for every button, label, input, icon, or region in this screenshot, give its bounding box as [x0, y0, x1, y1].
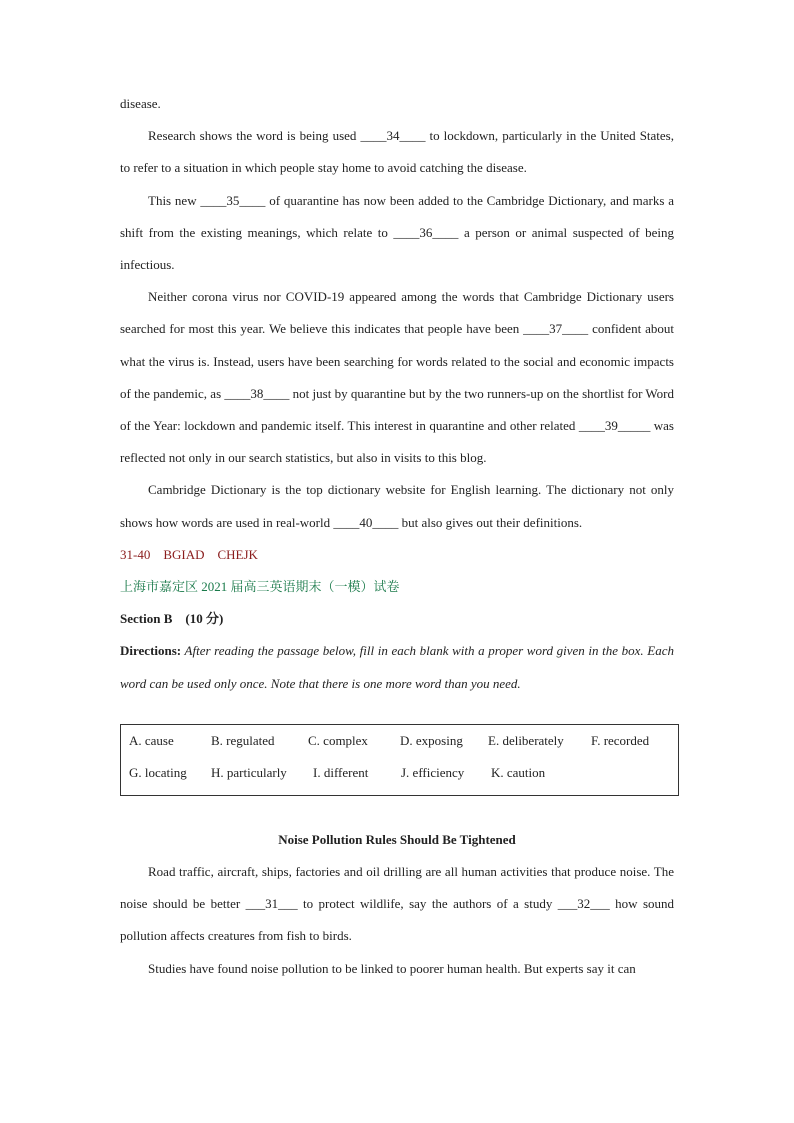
document-page [120, 88, 674, 985]
paragraph-noise-health: Studies have found noise pollution to be linked to poorer human health. But experts say it can [148, 960, 636, 976]
paragraph-cambridge-dictionary: Cambridge Dictionary is the top dictionary website for English learning. The dictionary not only shows how words are used in real-world ____40____ but also gives out their definitions. [120, 482, 674, 530]
word-option-d: D. exposing [400, 732, 463, 748]
word-option-c: C. complex [308, 732, 368, 748]
paragraph-new-meaning: This new ____35____ of quarantine has now been added to the Cambridge Dictionary, and marks a shift from the existing meanings, which relate to ____36____ a person or animal suspected of being infectious. [120, 192, 674, 273]
word-box-row-2 [129, 757, 678, 789]
word-box-row-1 [129, 725, 678, 757]
word-option-h: H. particularly [211, 764, 287, 780]
paragraph-noise-sources: Road traffic, aircraft, ships, factories and oil drilling are all human activities that produce noise. The noise should be better ___31___ to protect wildlife, say the authors of a study ___32___ how sound pollution affects creatures from fish to birds. [120, 864, 674, 944]
word-option-i: I. different [313, 764, 369, 780]
word-option-e: E. deliberately [488, 732, 564, 748]
passage-title: Noise Pollution Rules Should Be Tightened [278, 831, 516, 847]
exam-source: 上海市嘉定区 2021 届高三英语期末（一模）试卷 [120, 579, 400, 595]
word-option-j: J. efficiency [401, 764, 465, 780]
word-option-k: K. caution [491, 764, 546, 780]
section-heading: Section B (10 分) [120, 611, 224, 627]
word-option-a: A. cause [129, 732, 174, 748]
answer-key: 31-40 BGIAD CHEJK [120, 546, 258, 562]
word-box [120, 724, 679, 796]
spacer [120, 700, 674, 724]
directions-text: After reading the passage below, fill in each blank with a proper word given in the box. Each word can be used only once. Note that there is one more word than you need. [120, 643, 674, 691]
word-option-b: B. regulated [211, 732, 275, 748]
directions-label: Directions: [120, 643, 182, 659]
directions [120, 635, 674, 699]
paragraph-disease: disease. [120, 96, 161, 111]
word-option-g: G. locating [129, 764, 187, 780]
word-option-f: F. recorded [591, 732, 650, 748]
paragraph-research: Research shows the word is being used ____34____ to lockdown, particularly in the United States, to refer to a situation in which people stay home to avoid catching the disease. [120, 128, 674, 176]
paragraph-search-trends: Neither corona virus nor COVID-19 appeared among the words that Cambridge Dictionary users searched for most this year. We believe this indicates that people have been ____37____ confident about what the virus is. Instead, users have been searching for words related to the social and economic impacts of the pandemic, as ____38____ not just by quarantine but by the two runners-up on the shortlist for Word of the Year: lockdown and pandemic itself. This interest in quarantine and other related ____39_____ was reflected not only in our search statistics, but also in visits to this blog. [120, 289, 674, 466]
